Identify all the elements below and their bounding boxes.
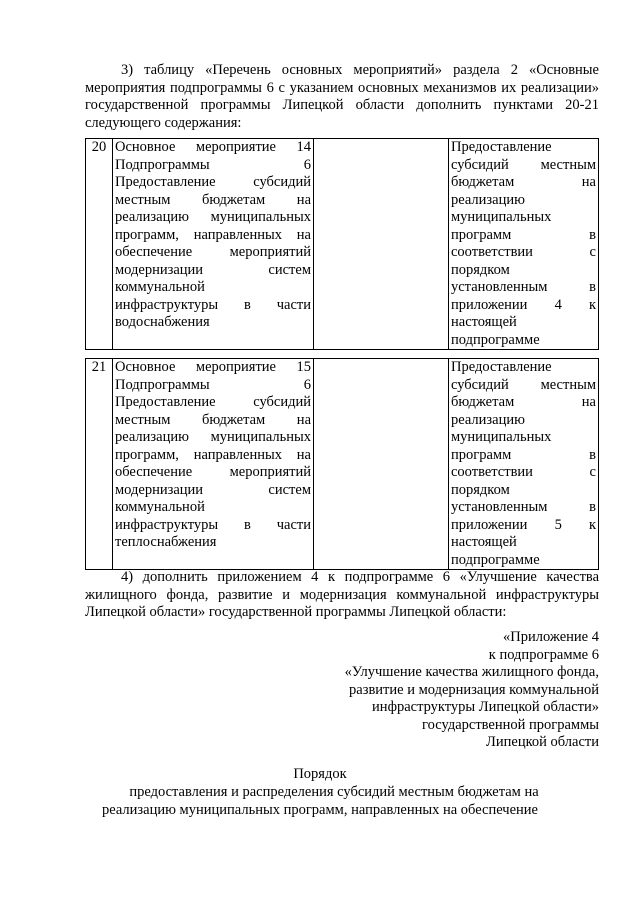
empty-cell [314, 139, 449, 350]
table-row [86, 139, 599, 350]
table-row [86, 359, 599, 570]
mechanism-cell: Предоставление субсидий местным бюджетам на реализацию муниципальных программ в соответствии с порядком установленным в приложении 5 к настоящей подпрограмме [449, 359, 599, 570]
procedure-heading: Порядок [293, 766, 347, 782]
event-name-cell: Основное мероприятие 14 Подпрограммы 6 Предоставление субсидий местным бюджетам на реализацию муниципальных программ, направленных на обеспечение мероприятий модернизации систем коммунальной инфраструктуры в части водоснабжения [113, 139, 314, 350]
appendix-header [299, 629, 599, 752]
procedure-subheading-line: предоставления и распределения субсидий местным бюджетам на [129, 784, 539, 800]
events-table-row-20 [85, 138, 599, 350]
appendix-line: «Улучшение качества жилищного фонда, [344, 664, 599, 680]
appendix-line: развитие и модернизация коммунальной [349, 681, 599, 698]
appendix-line: «Приложение 4 [503, 629, 599, 645]
appendix-line: государственной программы [422, 716, 599, 733]
row-number: 20 [86, 139, 113, 350]
events-table-row-21 [85, 358, 599, 570]
row-number: 21 [86, 359, 113, 570]
intro-paragraph: 3) таблицу «Перечень основных мероприятий» раздела 2 «Основные мероприятия подпрограммы 6 с указанием основных механизмов их реализации» государственной программы Липецкой области дополнить пунктами 20-21 следующего содержания: [85, 62, 599, 131]
item4-paragraph: 4) дополнить приложением 4 к подпрограмме 6 «Улучшение качества жилищного фонда, развитие и модернизация коммунальной инфраструктуры Липецкой области» государственной программы Липецкой области: [85, 569, 599, 620]
empty-cell [314, 359, 449, 570]
mechanism-cell: Предоставление субсидий местным бюджетам на реализацию муниципальных программ в соответствии с порядком установленным в приложении 4 к настоящей подпрограмме [449, 139, 599, 350]
procedure-subheading-line: реализацию муниципальных программ, направленных на обеспечение [102, 802, 538, 818]
event-name-cell: Основное мероприятие 15 Подпрограммы 6 Предоставление субсидий местным бюджетам на реализацию муниципальных программ, направленных на обеспечение мероприятий модернизации систем коммунальной инфраструктуры в части теплоснабжения [113, 359, 314, 570]
appendix-line: инфраструктуры Липецкой области» [372, 699, 599, 715]
appendix-line: Липецкой области [486, 734, 599, 750]
appendix-line: к подпрограмме 6 [488, 646, 599, 663]
